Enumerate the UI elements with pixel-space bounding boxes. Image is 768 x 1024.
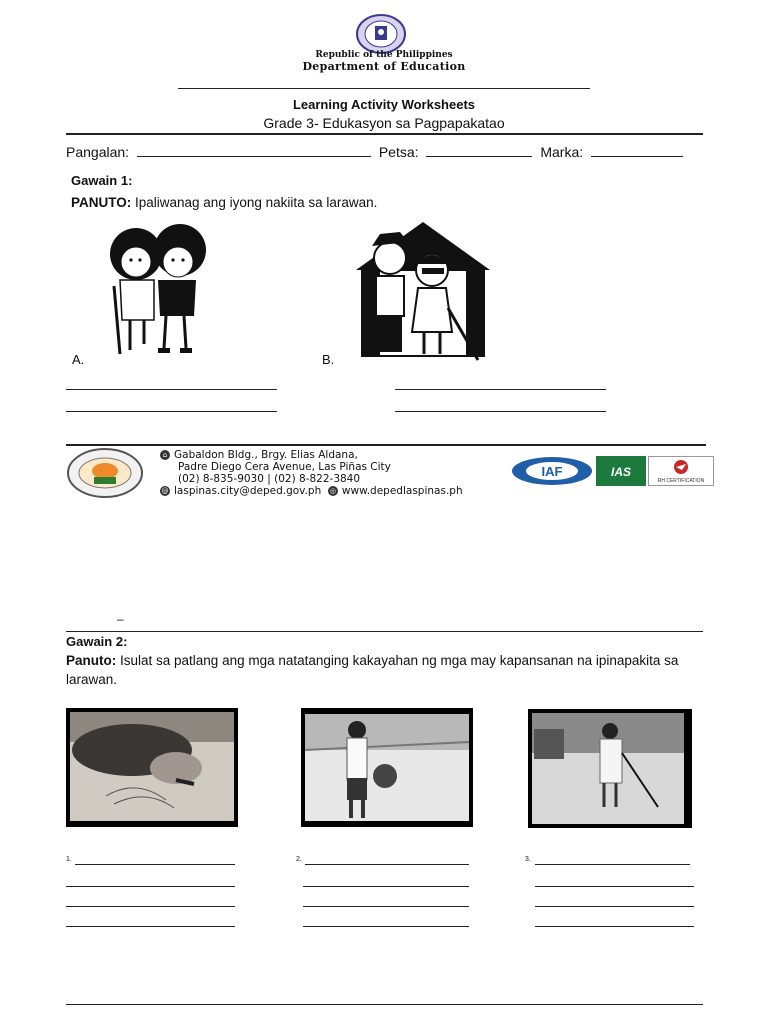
picture-a-label: A.	[72, 352, 85, 367]
item-3-number: 3.	[525, 856, 531, 863]
date-field[interactable]	[426, 143, 532, 157]
name-label: Pangalan:	[66, 144, 130, 160]
date-label: Petsa:	[378, 144, 419, 160]
footer-divider	[66, 444, 706, 446]
activity2-title: Gawain 2:	[66, 634, 128, 649]
web-line	[160, 485, 463, 497]
item-2-line-4[interactable]	[303, 926, 469, 927]
photo-1-mouth-drawing	[66, 708, 238, 827]
picture-b-blind-child	[350, 220, 496, 362]
department-label: Department of Education	[302, 60, 466, 73]
deped-seal-icon	[355, 14, 407, 54]
location-icon: ⌂	[160, 450, 170, 460]
answer-line-b-2[interactable]	[395, 411, 606, 412]
photo-3-child-cane	[528, 709, 692, 828]
header-divider	[178, 88, 590, 89]
activity2-instruction	[66, 651, 706, 689]
globe-icon: ◎	[329, 487, 336, 495]
item-2-line-3[interactable]	[303, 906, 469, 907]
photo-2-child-ball	[301, 708, 473, 827]
bottom-divider	[66, 1004, 703, 1005]
item-3-line-2[interactable]	[535, 886, 694, 887]
activity1-instruction-text: Ipaliwanag ang iyong nakiita sa larawan.	[131, 195, 378, 210]
item-1-number: 1.	[66, 856, 72, 863]
worksheet-title: Learning Activity Worksheets	[292, 97, 476, 112]
answer-line-b-1[interactable]	[395, 389, 606, 390]
footer-contact-block	[160, 449, 463, 497]
picture-a-children-crutch	[100, 224, 212, 358]
activity2-instruction-label: Panuto:	[66, 653, 117, 668]
republic-label: Republic of the Philippines	[315, 50, 453, 60]
item-2-line-2[interactable]	[303, 886, 469, 887]
address-line-2: Padre Diego Cera Avenue, Las Piñas City	[178, 461, 391, 473]
iaf-logo	[511, 456, 593, 486]
division-seal-logo	[66, 447, 144, 499]
picture-b-label: B.	[322, 352, 335, 367]
score-field[interactable]	[591, 143, 683, 157]
email-text: laspinas.city@deped.gov.ph	[174, 485, 322, 497]
address-line-1: ⌂ Gabaldon Bldg., Brgy. Elias Aldana,	[160, 449, 463, 461]
svg-text:IAF: IAF	[541, 464, 563, 479]
phone-line: (02) 8-835-9030 | (02) 8-822-3840	[178, 473, 361, 485]
score-label: Marka:	[540, 144, 584, 160]
svg-text:RH CERTIFICATION: RH CERTIFICATION	[657, 478, 705, 484]
title-divider	[66, 133, 703, 135]
name-field[interactable]	[137, 143, 371, 157]
activity2-instruction-text: Isulat sa patlang ang mga natatanging kakayahan ng mga may kapansanan na ipinapakita sa larawan.	[66, 653, 679, 687]
answer-line-a-1[interactable]	[66, 389, 277, 390]
svg-text:IAS: IAS	[610, 465, 632, 479]
item-1-line-4[interactable]	[66, 926, 235, 927]
activity1-instruction-label: PANUTO:	[71, 195, 132, 210]
activity1-title: Gawain 1:	[71, 173, 133, 188]
stray-mark: –	[117, 612, 124, 626]
rh-certification-logo	[648, 456, 714, 486]
item-1-line-1[interactable]	[75, 864, 235, 865]
item-1-line-3[interactable]	[66, 906, 235, 907]
item-3-line-3[interactable]	[535, 906, 694, 907]
website-text: www.depedlaspinas.ph	[341, 485, 463, 497]
activity1-instruction	[71, 193, 377, 212]
answer-line-a-2[interactable]	[66, 411, 277, 412]
item-2-line-1[interactable]	[305, 864, 469, 865]
item-3-line-1[interactable]	[535, 864, 690, 865]
email-icon: @	[161, 487, 169, 495]
item-1-line-2[interactable]	[66, 886, 235, 887]
student-info-row	[66, 143, 706, 160]
ias-logo	[596, 456, 646, 486]
worksheet-subtitle: Grade 3- Edukasyon sa Pagpapakatao	[263, 115, 505, 131]
activity2-divider	[66, 631, 703, 632]
item-3-line-4[interactable]	[535, 926, 694, 927]
item-2-number: 2.	[296, 856, 302, 863]
